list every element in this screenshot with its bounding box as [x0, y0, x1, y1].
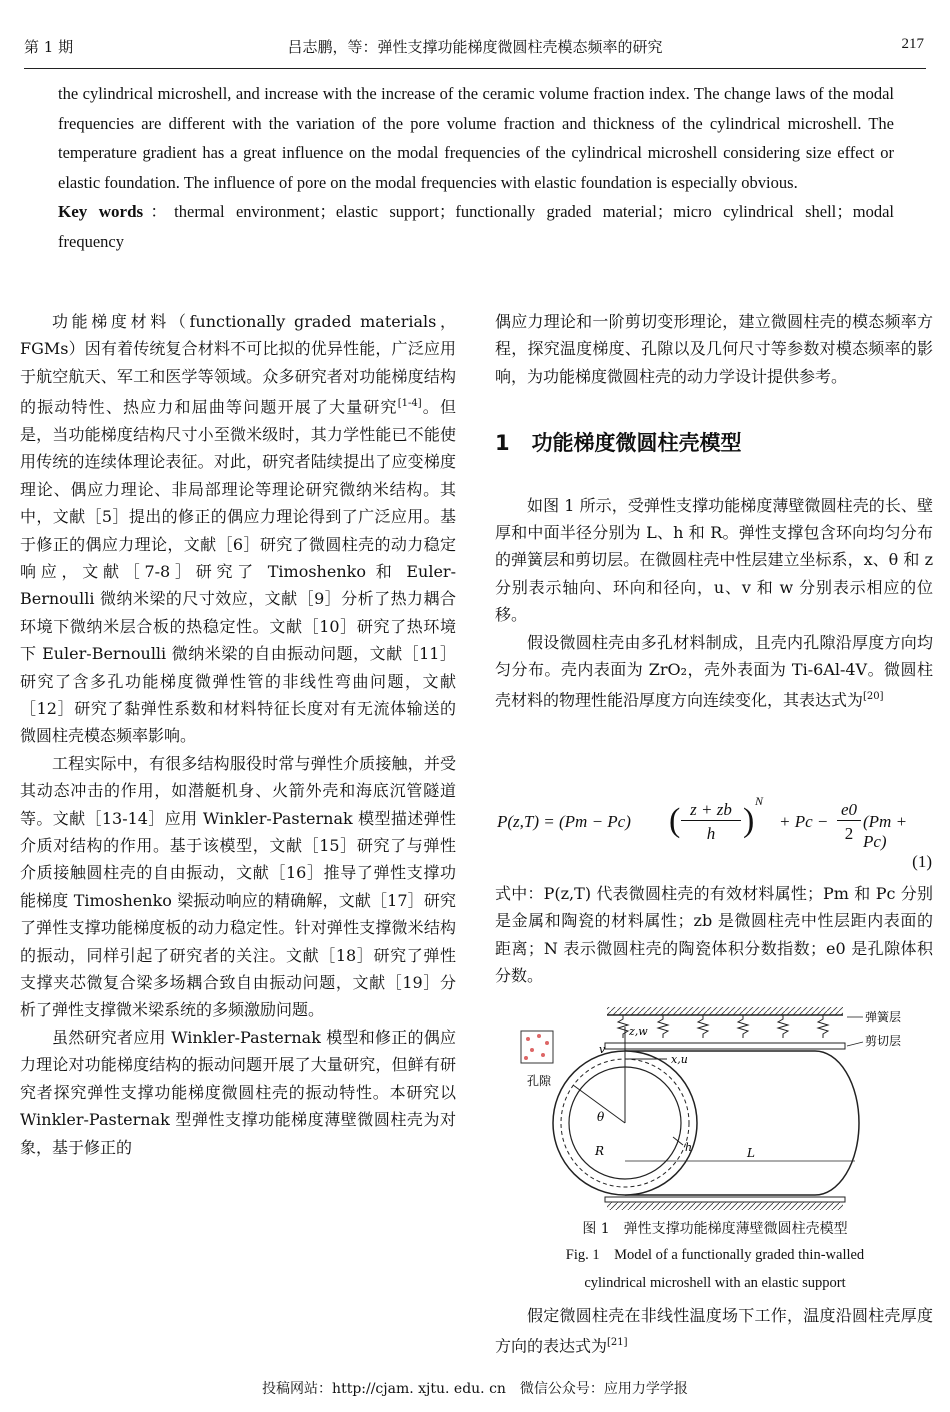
- paragraph: 如图 1 所示，受弹性支撑功能梯度薄壁微圆柱壳的长、壁厚和中面半径分别为 L、h 和 R。弹性支撑包含环向均匀分布的弹簧层和剪切层。在微圆柱壳中性层建立坐标系，x、θ 和 z 分别表示轴向、环向和径向，u、v 和 w 分别表示相应的位移。: [495, 495, 933, 625]
- paragraph: 假定微圆柱壳在非线性温度场下工作，温度沿圆柱壳厚度方向的表达式为[21]: [495, 1306, 933, 1356]
- eq-2: 2: [844, 824, 854, 843]
- keywords-list: ：thermal environment；elastic support；functionally graded material；micro cylindrical shell；modal frequency: [58, 202, 894, 251]
- running-title: 吕志鹏，等：弹性支撑功能梯度微圆柱壳模态频率的研究: [287, 38, 663, 56]
- caption-cn: 图 1 弹性支撑功能梯度薄壁微圆柱壳模型: [582, 1221, 848, 1237]
- eq-paren-open: (: [669, 802, 681, 839]
- eq-exponent: N: [755, 794, 764, 808]
- right-column-lower: [495, 880, 933, 990]
- header-issue: 第 1 期: [24, 38, 74, 56]
- left-column: [20, 308, 456, 1161]
- label-v: v: [599, 1043, 606, 1056]
- citation: [20]: [863, 691, 884, 703]
- eq-frac-den: h: [706, 824, 716, 843]
- keywords: [58, 197, 894, 256]
- shear-layer-top: [605, 1043, 845, 1049]
- label-xu: x,u: [671, 1053, 688, 1066]
- label-L: L: [747, 1146, 755, 1160]
- eq-frac-num: z + zb: [681, 800, 741, 821]
- label-R: R: [595, 1144, 605, 1158]
- paragraph: 工程实际中，有很多结构服役时常与弹性介质接触，并受其动态冲击的作用，如潜艇机身、火箭外壳和海底沉管隧道等。文献［13-14］应用 Winkler-Pasternak 模型描述弹性介质对结构的作用。基于该模型，文献［15］研究了与弹性介质接触圆柱壳的自由振动，文献［16］推导了弹性支撑功能梯度 Timoshenko 梁振动响应的精确解，文献［17］研究了弹性支撑功能梯度板的动力稳定性。针对弹性支撑微米结构的振动，同样引起了研究者的关注。文献［18］研究了弹性支撑夹芯微复合梁多场耦合致自由振动问题，文献［19］分析了弹性支撑微米梁系统的多频激励问题。: [20, 753, 456, 1020]
- eq-rhs2: (Pm + Pc): [863, 812, 908, 851]
- abstract: [58, 79, 894, 256]
- paragraph: 功能梯度材料（functionally graded materials，FGMs）因有着传统复合材料不可比拟的优异性能，广泛应用于航空航天、军工和医学等领域。众多研究者对功能梯度结构的振动特性、热应力和屈曲等问题开展了大量研究[1-4]。但是，当功能梯度结构尺寸小至微米级时，其力学性能已不能使用传统的连续体理论表征。对此，研究者陆续提出了应变梯度理论、偶应力理论、非局部理论等理论研究微纳米结构。其中，文献［5］提出的修正的偶应力理论得到了广泛应用。基于修正的偶应力理论，文献［6］研究了微圆柱壳的动力稳定响应，文献［7-8］研究了 Timoshenko 和 Euler-Bernoulli 微纳米梁的尺寸效应，文献［9］分析了热力耦合环境下微纳米层合板的热稳定性。文献［10］研究了热环境下 Euler-Bernoulli 微纳米梁的自由振动问题，文献［11］研究了含多孔功能梯度微弹性管的非线性弯曲问题，文献［12］研究了黏弹性系数和材料特征长度对有无流体输送的微圆柱壳模态频率影响。: [20, 312, 456, 746]
- paragraph: 偶应力理论和一阶剪切变形理论，建立微圆柱壳的模态频率方程，探究温度梯度、孔隙以及几何尺寸等参数对模态频率的影响，为功能梯度微圆柱壳的动力学设计提供参考。: [495, 312, 933, 386]
- right-column-bottom: [495, 1302, 933, 1360]
- keywords-label: Key words: [58, 202, 144, 221]
- eq-e0: e0: [837, 800, 861, 821]
- paragraph: 虽然研究者应用 Winkler-Pasternak 模型和修正的偶应力理论对功能梯度结构的振动问题开展了大量研究，但鲜有研究者探究弹性支撑功能梯度微圆柱壳的振动特性。本研究以 Winkler-Pasternak 型弹性支撑功能梯度薄壁微圆柱壳为对象，基于修正的: [20, 1027, 456, 1157]
- shear-layer-bottom: [605, 1197, 845, 1202]
- label-shear: 剪切层: [865, 1034, 902, 1048]
- page-number: 217: [901, 36, 924, 52]
- caption-en-1: Fig. 1 Model of a functionally graded thin-walled: [565, 1247, 865, 1263]
- citation: [21]: [607, 1337, 628, 1349]
- citation: [1-4]: [397, 398, 422, 410]
- eq-rhs1: + Pc −: [779, 812, 829, 831]
- ground-top: [607, 1007, 843, 1015]
- section-heading: 1 功能梯度微圆柱壳模型: [495, 431, 742, 456]
- abstract-text: the cylindrical microshell, and increase with the increase of the ceramic volume fraction index. The change laws of the modal frequencies are different with the variation of the pore volume fraction and thickness of the cylindrical microshell. The temperature gradient has a great influence on the modal frequencies of the cylindrical microshell considering size effect or elastic foundation. The influence of pore on the modal frequencies with elastic foundation is especially obvious.: [58, 84, 894, 192]
- figure-1: [515, 1005, 915, 1210]
- label-spring: 弹簧层: [865, 1010, 902, 1024]
- eq-lhs: P(z,T) = (Pm − Pc): [497, 812, 631, 831]
- right-column: [495, 308, 933, 714]
- label-zw: z,w: [629, 1025, 648, 1038]
- ground-bottom: [607, 1202, 843, 1210]
- springs-top: [618, 1015, 828, 1038]
- label-theta: θ: [597, 1110, 605, 1124]
- label-pore: 孔隙: [527, 1074, 552, 1088]
- equation-number: (1): [912, 852, 932, 871]
- eq-paren-close: ): [743, 802, 755, 839]
- pore-inset: [521, 1031, 553, 1063]
- caption-en-2: cylindrical microshell with an elastic support: [584, 1275, 846, 1291]
- header-rule: [24, 68, 926, 69]
- paragraph: 假设微圆柱壳由多孔材料制成，且壳内孔隙沿厚度方向均匀分布。壳内表面为 ZrO₂，壳外表面为 Ti-6Al-4V。微圆柱壳材料的物理性能沿厚度方向连续变化，其表达式为[20]: [495, 632, 933, 710]
- equation-1: [497, 794, 933, 860]
- label-h: h: [685, 1141, 693, 1154]
- paragraph: 式中：P(z,T) 代表微圆柱壳的有效材料属性；Pm 和 Pc 分别是金属和陶瓷的材料属性；zb 是微圆柱壳中性层距内表面的距离；N 表示微圆柱壳的陶瓷体积分数指数；e0 是孔隙体积分数。: [495, 884, 933, 986]
- footer: 投稿网站：http://cjam. xjtu. edu. cn 微信公众号：应用力学学报: [262, 1381, 688, 1397]
